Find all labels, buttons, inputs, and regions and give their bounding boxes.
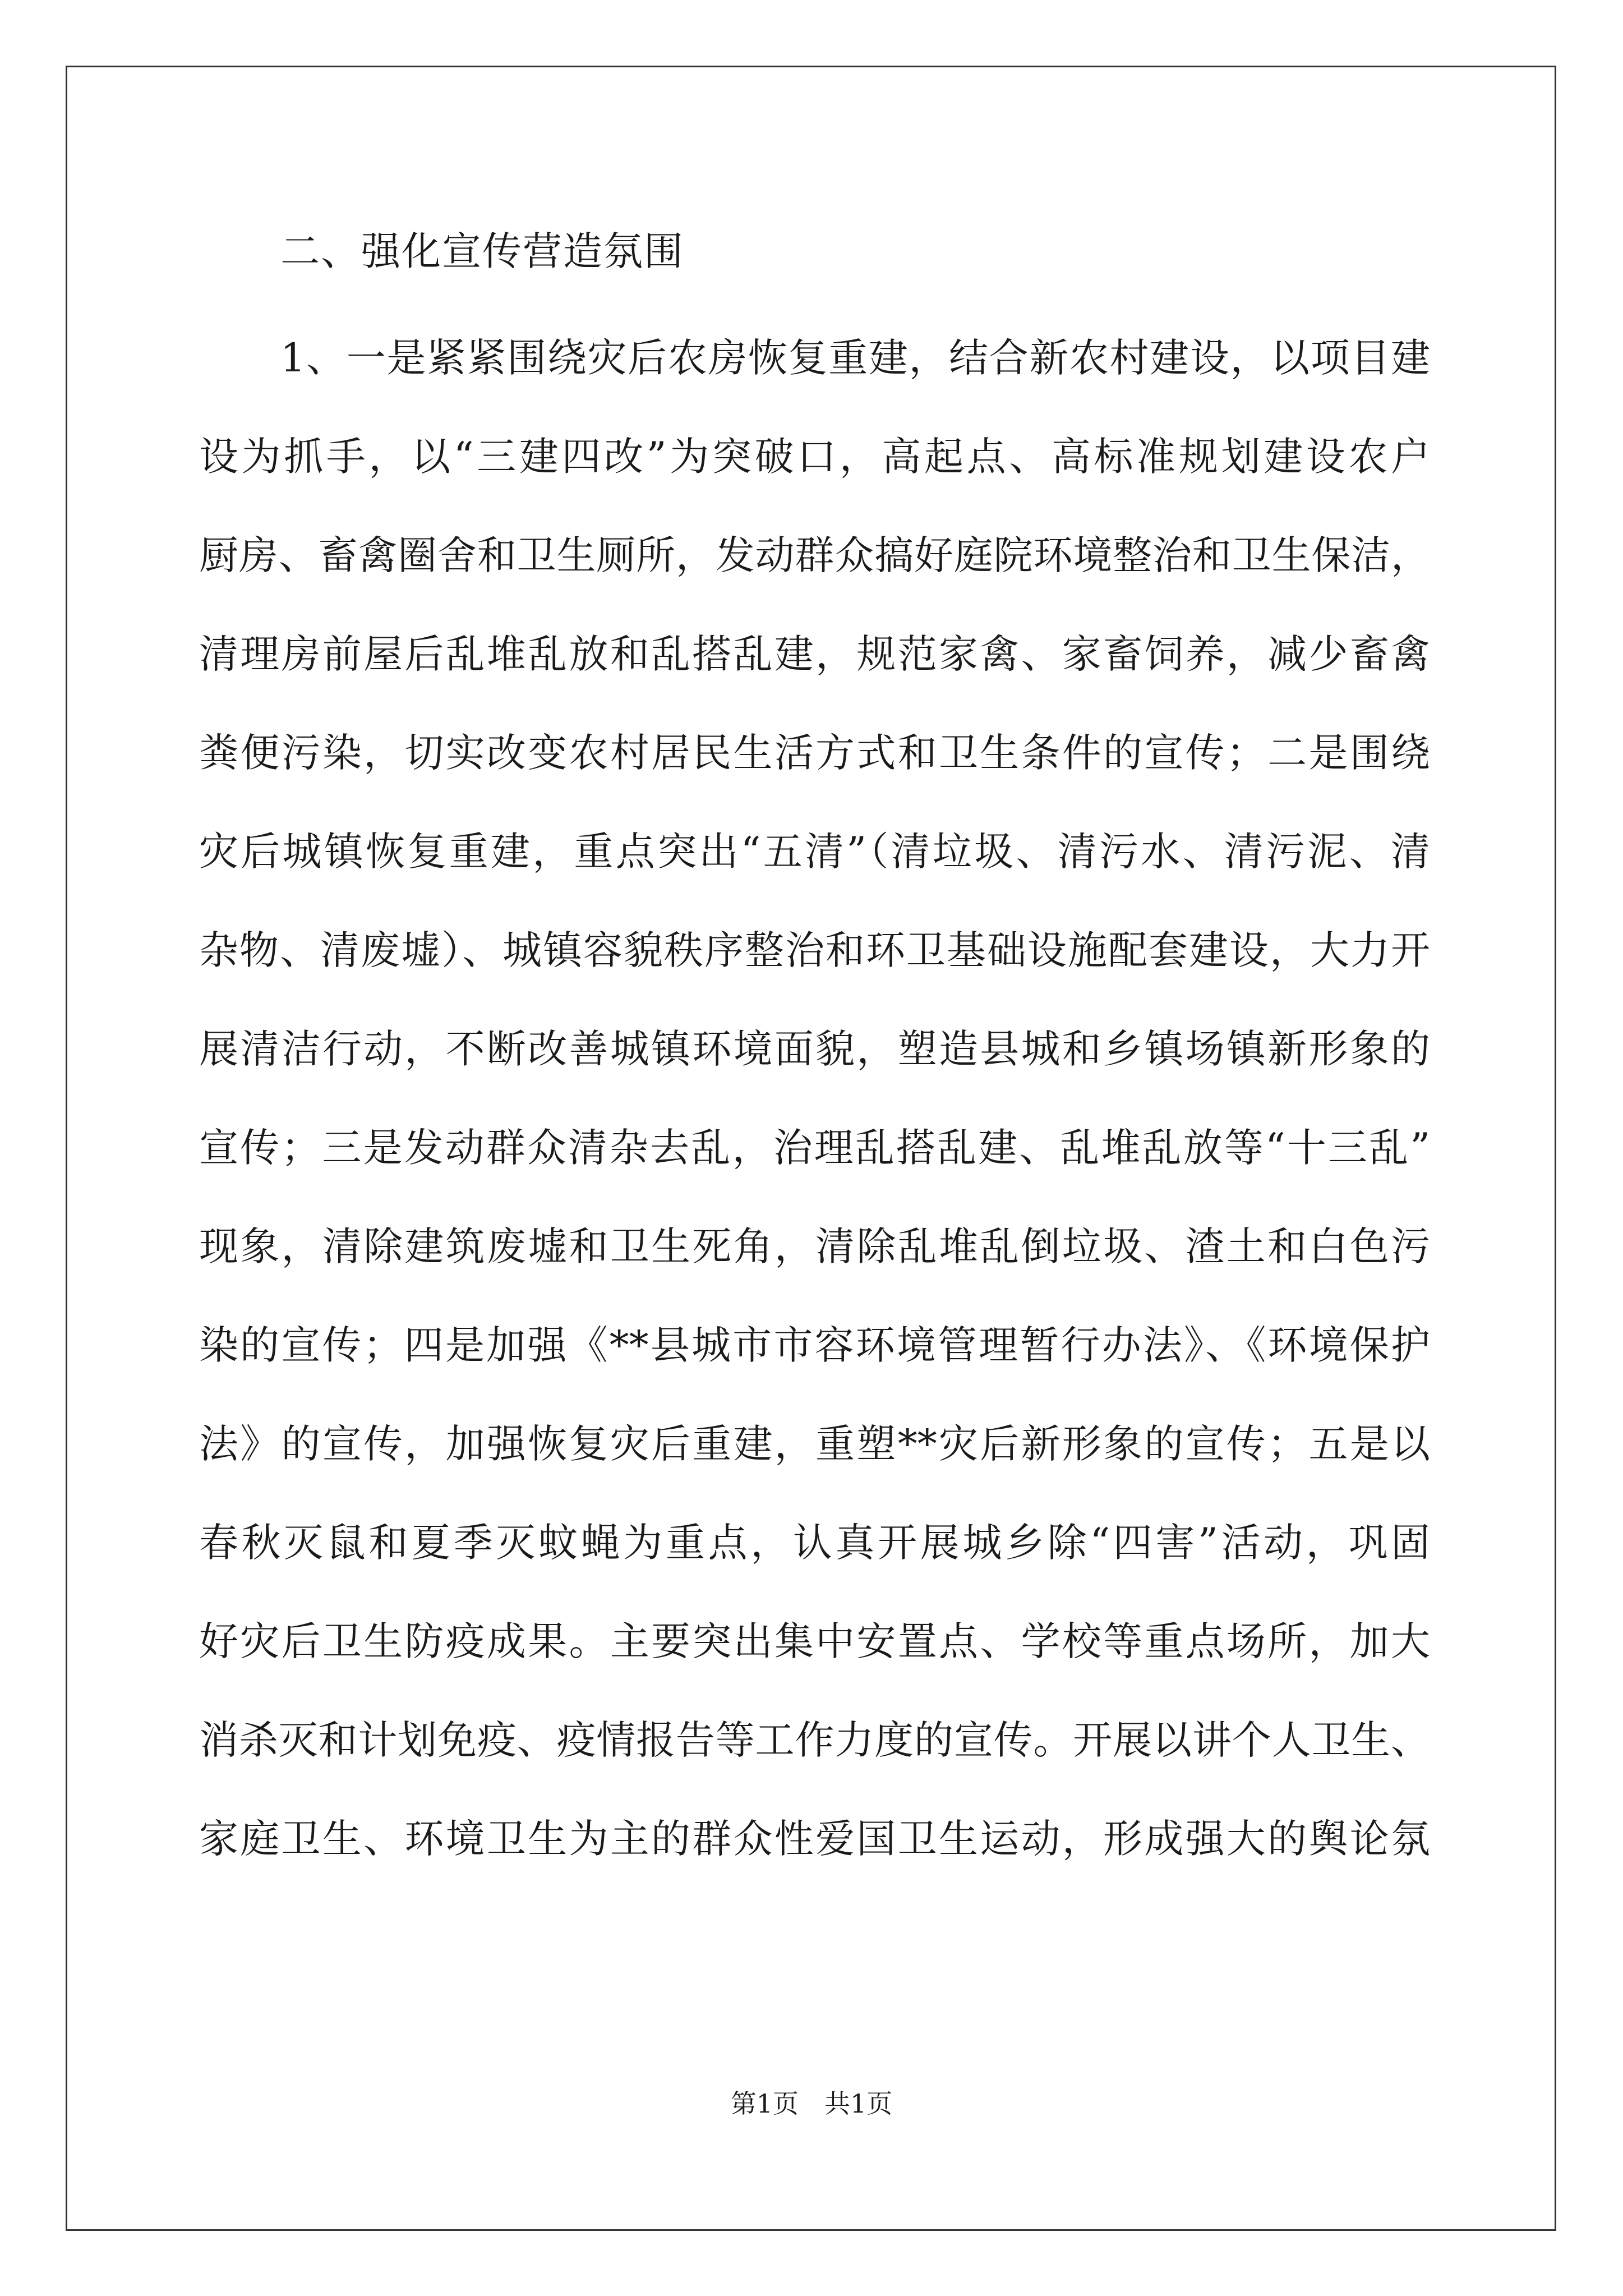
paragraph-line: 设为抓手，以“三建四改”为突破口，高起点、高标准规划建设农户 (199, 434, 1430, 480)
page-footer (0, 2087, 1623, 2120)
body-paragraph (199, 324, 1430, 1904)
paragraph-line: 现象，清除建筑废墟和卫生死角，清除乱堆乱倒垃圾、渣土和白色污 (199, 1223, 1430, 1269)
paragraph-line: 厨房、畜禽圈舍和卫生厕所，发动群众搞好庭院环境整治和卫生保洁， (199, 532, 1430, 578)
paragraph-line: 1、一是紧紧围绕灾后农房恢复重建，结合新农村建设，以项目建 (280, 335, 1430, 381)
paragraph-line: 杂物、清废墟）、城镇容貌秩序整治和环卫基础设施配套建设，大力开 (199, 927, 1430, 973)
paragraph-line: 法》的宣传，加强恢复灾后重建，重塑**灾后新形象的宣传；五是以 (199, 1421, 1430, 1467)
paragraph-line: 清理房前屋后乱堆乱放和乱搭乱建，规范家禽、家畜饲养，减少畜禽 (199, 631, 1430, 677)
paragraph-line: 家庭卫生、环境卫生为主的群众性爱国卫生运动，形成强大的舆论氛 (199, 1816, 1430, 1862)
paragraph-line: 好灾后卫生防疫成果。主要突出集中安置点、学校等重点场所，加大 (199, 1618, 1430, 1664)
paragraph-line: 宣传；三是发动群众清杂去乱，治理乱搭乱建、乱堆乱放等“十三乱” (199, 1125, 1430, 1171)
paragraph-line: 春秋灭鼠和夏季灭蚊蝇为重点，认真开展城乡除“四害”活动，巩固 (199, 1520, 1430, 1566)
page-total: 共1页 (824, 2088, 893, 2119)
page-number: 第1页 (730, 2088, 799, 2119)
paragraph-line: 粪便污染，切实改变农村居民生活方式和卫生条件的宣传；二是围绕 (199, 730, 1430, 776)
paragraph-line: 消杀灭和计划免疫、疫情报告等工作力度的宣传。开展以讲个人卫生、 (199, 1717, 1430, 1763)
paragraph-line: 展清洁行动，不断改善城镇环境面貌，塑造县城和乡镇场镇新形象的 (199, 1026, 1430, 1072)
paragraph-line: 染的宣传；四是加强《**县城市市容环境管理暂行办法》、《环境保护 (199, 1322, 1430, 1368)
paragraph-line: 灾后城镇恢复重建，重点突出“五清”（清垃圾、清污水、清污泥、清 (199, 829, 1430, 875)
section-heading: 二、强化宣传营造氛围 (280, 228, 684, 274)
